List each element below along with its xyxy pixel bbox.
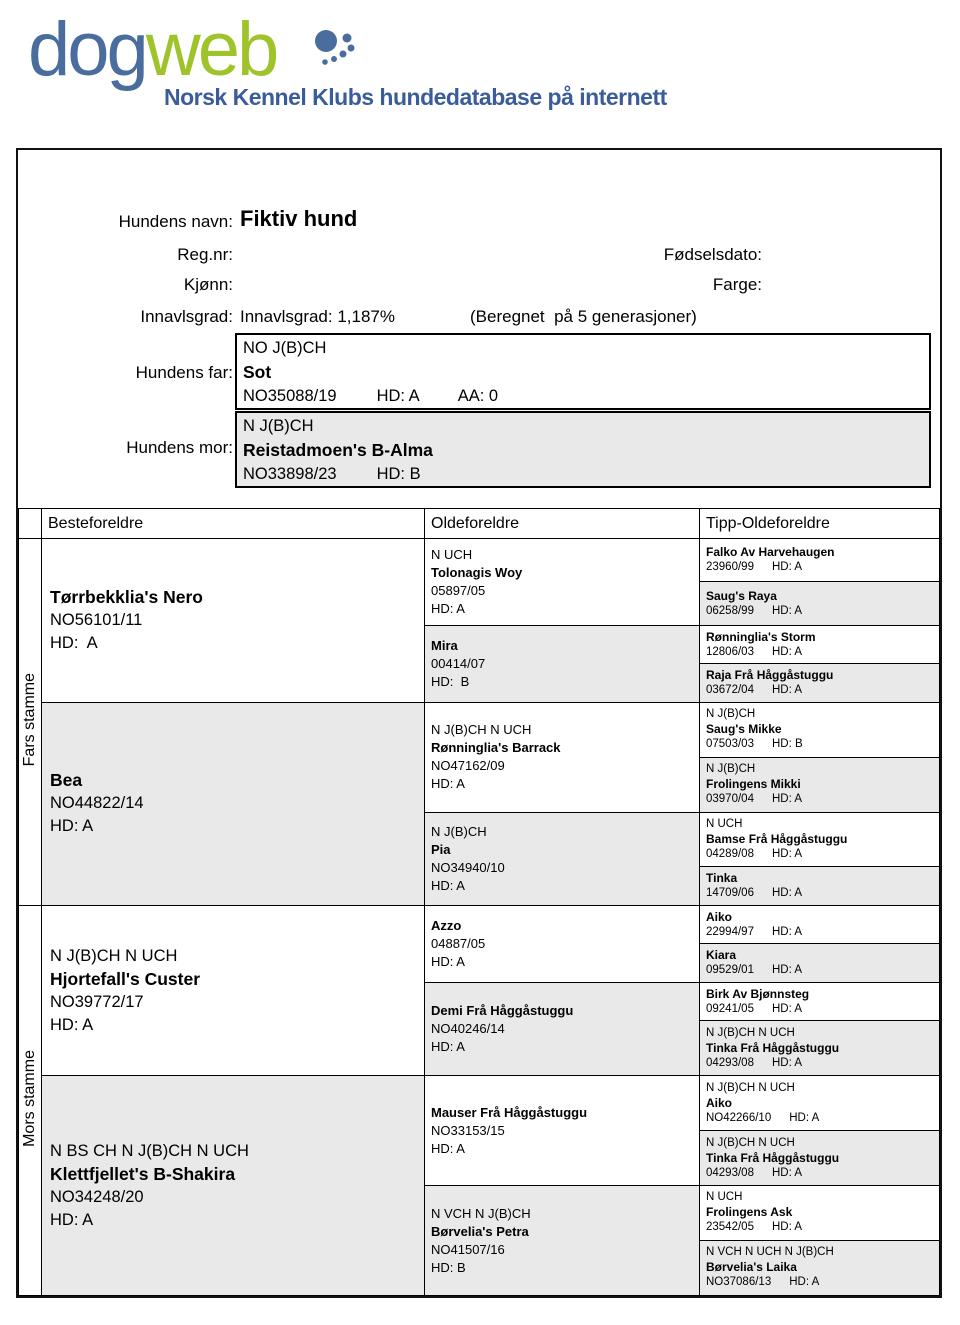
dog-regnr: NO42266/10 xyxy=(706,1111,772,1124)
dog-name: Tørrbekklia's Nero xyxy=(50,586,203,607)
dog-hd-status: HD: A xyxy=(771,1166,803,1179)
dog-hd-status: HD: A xyxy=(431,1140,465,1156)
dog-name: Raja Frå Håggåstuggu xyxy=(706,667,834,682)
dog-name-value: Fiktiv hund xyxy=(240,206,358,231)
dog-regnr: 03672/04 xyxy=(706,683,754,696)
dog-hd-status: HD: A xyxy=(431,1039,465,1054)
dog-regnr: NO56101/11 xyxy=(50,610,143,629)
dog-name: Pia xyxy=(431,841,451,857)
dog-titles: N BS CH N J(B)CH N UCH xyxy=(50,1141,249,1160)
tipp-cell xyxy=(700,944,940,982)
dog-name: Tinka Frå Håggåstuggu xyxy=(706,1040,840,1055)
tipp-cell xyxy=(700,1240,940,1295)
dog-hd-status: HD: A xyxy=(771,793,803,806)
grandparent-cell xyxy=(42,702,425,905)
dogweb-dots-icon xyxy=(310,22,362,70)
dog-name: Mauser Frå Håggåstuggu xyxy=(431,1104,588,1120)
dog-name: Saug's Raya xyxy=(706,588,777,603)
logo-subtitle: Norsk Kennel Klubs hundedatabase på internett xyxy=(164,84,667,110)
dog-regnr: 09241/05 xyxy=(706,1002,754,1015)
regnr-label: Reg.nr: xyxy=(177,245,233,264)
dog-name: Frolingens Ask xyxy=(706,1205,793,1220)
greatgrandparent-cell xyxy=(425,1076,700,1186)
dog-titles: N UCH xyxy=(706,1191,743,1204)
dog-name: Børvelia's Laika xyxy=(706,1260,797,1275)
logo-web-text: web xyxy=(145,7,277,92)
dog-titles: N J(B)CH N UCH xyxy=(706,1081,795,1094)
greatgrandparent-cell xyxy=(425,539,700,626)
dog-regnr: NO34248/20 xyxy=(50,1187,144,1206)
tipp-cell xyxy=(700,867,940,905)
dog-regnr: 07503/03 xyxy=(706,738,754,751)
dog-regnr: NO33153/15 xyxy=(431,1122,505,1138)
tipp-cell xyxy=(700,757,940,812)
grandparent-cell xyxy=(42,905,425,1075)
dog-regnr: NO34940/10 xyxy=(431,859,505,875)
dog-regnr: 04887/05 xyxy=(431,935,486,951)
dog-regnr: NO44822/14 xyxy=(50,794,144,813)
dog-regnr: 06258/99 xyxy=(706,604,754,617)
dog-name: Birk Av Bjønnsteg xyxy=(706,986,810,1001)
dog-titles: N VCH N UCH N J(B)CH xyxy=(706,1246,834,1259)
dogweb-logo xyxy=(28,7,277,92)
dog-name: Børvelia's Petra xyxy=(431,1223,529,1239)
sire-box xyxy=(235,333,931,410)
tipp-cell xyxy=(700,702,940,757)
dog-hd-status: HD: A xyxy=(771,1221,803,1234)
dog-regnr: 14709/06 xyxy=(706,887,754,900)
dog-regnr: 00414/07 xyxy=(431,655,486,671)
dog-titles: N J(B)CH N UCH xyxy=(706,1136,795,1149)
birthdate-label: Fødselsdato: xyxy=(663,245,762,264)
dog-hd-status: HD: A xyxy=(771,1002,803,1015)
dog-titles: N J(B)CH N UCH xyxy=(431,722,532,738)
dog-regnr: 12806/03 xyxy=(706,645,754,658)
sire-titles: NO J(B)CH xyxy=(243,339,327,357)
inbreeding-value: Innavlsgrad: 1,187% xyxy=(240,307,395,326)
dog-regnr: 04293/08 xyxy=(706,1056,754,1069)
dog-hd-status: HD: A xyxy=(431,776,465,792)
greatgrandparent-cell xyxy=(425,812,700,905)
dam-label: Hundens mor: xyxy=(126,438,233,457)
dog-name: Tinka xyxy=(706,871,738,886)
grandparent-cell xyxy=(42,1076,425,1296)
dog-regnr: 03970/04 xyxy=(706,793,754,806)
dog-hd-status: HD: A xyxy=(50,633,98,652)
inbreeding-label: Innavlsgrad: xyxy=(140,307,233,326)
dog-name: Rønninglia's Storm xyxy=(706,629,816,644)
dog-name: Klettfjellet's B-Shakira xyxy=(50,1163,236,1184)
dog-titles: N J(B)CH N UCH xyxy=(50,946,178,965)
dog-regnr: 04293/08 xyxy=(706,1166,754,1179)
sex-label: Kjønn: xyxy=(183,275,233,294)
sire-stem-label: Fars stamme xyxy=(21,672,38,767)
dog-name-label: Hundens navn: xyxy=(118,212,233,231)
sire-stem-cell xyxy=(19,539,42,906)
dog-regnr: NO39772/17 xyxy=(50,992,144,1011)
grandparents-column-header: Besteforeldre xyxy=(42,509,425,539)
greatgrandparent-cell xyxy=(425,905,700,982)
greatgrandparents-column-header: Oldeforeldre xyxy=(425,509,700,539)
table-row xyxy=(19,702,940,757)
tipp-cell xyxy=(700,625,940,663)
tipp-cell xyxy=(700,1186,940,1241)
dog-hd-status: HD: B xyxy=(771,738,803,751)
inbreeding-note: (Beregnet på 5 generasjoner) xyxy=(470,307,697,326)
dog-hd-status: HD: A xyxy=(431,877,465,893)
tipp-cell xyxy=(700,582,940,625)
dog-hd-status: HD: A xyxy=(50,817,94,836)
pedigree-document xyxy=(16,148,942,1298)
dog-name: Bea xyxy=(50,770,83,791)
dog-regnr: 04289/08 xyxy=(706,847,754,860)
dog-regnr: NO40246/14 xyxy=(431,1021,505,1036)
dog-titles: N J(B)CH xyxy=(706,763,756,776)
dog-hd-status: HD: A xyxy=(771,683,803,696)
dog-titles: N UCH xyxy=(706,817,743,830)
tipp-cell xyxy=(700,1076,940,1131)
greatgrandparent-cell xyxy=(425,982,700,1075)
dog-regnr: NO37086/13 xyxy=(706,1276,772,1289)
table-row xyxy=(19,539,940,582)
sire-regnr: NO35088/19 xyxy=(243,387,337,405)
table-row xyxy=(19,1076,940,1131)
sire-aa-status: AA: 0 xyxy=(457,387,499,405)
logo-dog-text: dog xyxy=(28,7,146,92)
tipp-cell xyxy=(700,905,940,943)
dog-hd-status: HD: A xyxy=(789,1111,820,1124)
dog-hd-status: HD: A xyxy=(771,925,803,938)
dog-hd-status: HD: A xyxy=(771,604,803,617)
sire-name: Sot xyxy=(243,362,272,382)
tipp-cell xyxy=(700,982,940,1020)
dog-name: Aiko xyxy=(706,1095,733,1110)
dog-hd-status: HD: A xyxy=(431,600,465,616)
dam-regnr: NO33898/23 xyxy=(243,465,337,483)
table-row xyxy=(19,905,940,943)
dog-regnr: 22994/97 xyxy=(706,925,754,938)
dog-hd-status: HD: B xyxy=(431,1259,466,1275)
dog-hd-status: HD: A xyxy=(771,1056,803,1069)
dog-name: Frolingens Mikki xyxy=(706,777,801,792)
dog-name: Tinka Frå Håggåstuggu xyxy=(706,1150,840,1165)
dog-name: Azzo xyxy=(431,917,462,933)
dog-regnr: NO41507/16 xyxy=(431,1241,505,1257)
dam-stem-label: Mors stamme xyxy=(21,1049,38,1147)
dog-hd-status: HD: A xyxy=(771,561,803,574)
tipp-cell xyxy=(700,812,940,867)
tipp-cell xyxy=(700,664,940,702)
dog-hd-status: HD: A xyxy=(50,1015,94,1034)
dog-name: Tolonagis Woy xyxy=(431,564,523,580)
tipp-cell xyxy=(700,539,940,582)
dam-titles: N J(B)CH xyxy=(243,417,314,435)
greatgrandparent-cell xyxy=(425,625,700,702)
dog-hd-status: HD: A xyxy=(431,953,465,969)
grandparent-cell xyxy=(42,539,425,703)
greatgreatgrandparents-column-header: Tipp-Oldeforeldre xyxy=(700,509,940,539)
dog-titles: N J(B)CH xyxy=(706,708,756,721)
pedigree-table xyxy=(18,508,940,1296)
dog-name: Aiko xyxy=(706,909,733,924)
dog-hd-status: HD: A xyxy=(771,645,803,658)
dog-name: Bamse Frå Håggåstuggu xyxy=(706,831,848,846)
dog-hd-status: HD: A xyxy=(771,887,803,900)
tipp-cell xyxy=(700,1021,940,1076)
dog-name: Kiara xyxy=(706,948,737,963)
greatgrandparent-cell xyxy=(425,702,700,812)
dog-titles: N VCH N J(B)CH xyxy=(431,1205,531,1221)
dog-hd-status: HD: A xyxy=(771,847,803,860)
dog-hd-status: HD: A xyxy=(50,1210,94,1229)
dog-regnr: 09529/01 xyxy=(706,964,754,977)
sire-label: Hundens far: xyxy=(135,363,233,382)
dog-name: Saug's Mikke xyxy=(706,722,782,737)
dam-name: Reistadmoen's B-Alma xyxy=(243,440,433,460)
dam-hd-status: HD: B xyxy=(376,465,421,483)
dog-name: Demi Frå Håggåstuggu xyxy=(431,1003,574,1018)
table-header-row xyxy=(19,509,940,539)
stem-column-header xyxy=(19,509,42,539)
greatgrandparent-cell xyxy=(425,1186,700,1296)
color-label: Farge: xyxy=(712,275,762,294)
dog-regnr: 23542/05 xyxy=(706,1221,754,1234)
dog-regnr: 23960/99 xyxy=(706,561,754,574)
dog-name: Hjortefall's Custer xyxy=(50,968,201,989)
dog-regnr: NO47162/09 xyxy=(431,758,505,774)
dog-titles: N J(B)CH xyxy=(431,823,487,839)
dog-hd-status: HD: B xyxy=(431,673,470,689)
dog-name: Rønninglia's Barrack xyxy=(431,740,561,756)
dam-stem-cell xyxy=(19,905,42,1295)
sire-hd-status: HD: A xyxy=(376,387,420,405)
dog-titles: N UCH xyxy=(431,546,473,562)
dog-name: Falko Av Harvehaugen xyxy=(706,545,835,560)
dog-titles: N J(B)CH N UCH xyxy=(706,1026,795,1039)
dog-hd-status: HD: A xyxy=(789,1276,820,1289)
dog-hd-status: HD: A xyxy=(771,964,803,977)
dog-name: Mira xyxy=(431,637,458,653)
dam-box xyxy=(235,411,931,488)
tipp-cell xyxy=(700,1131,940,1186)
dog-regnr: 05897/05 xyxy=(431,582,486,598)
